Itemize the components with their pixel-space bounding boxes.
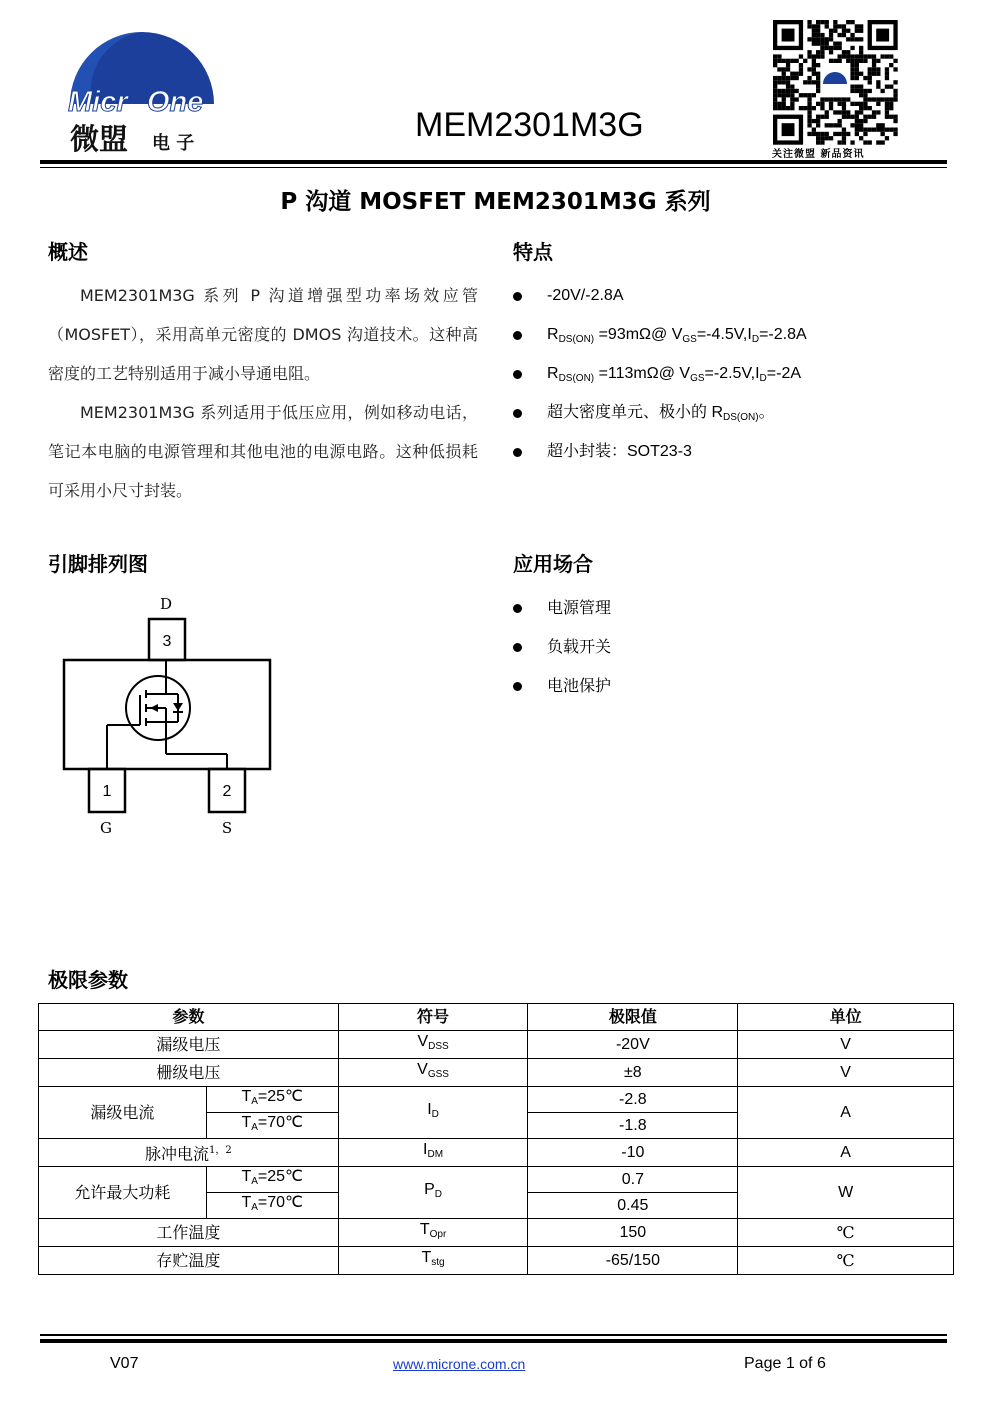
pin-diagram — [40, 590, 300, 840]
footer-rule-thick — [40, 1339, 947, 1343]
footer-rule — [40, 1334, 947, 1336]
bullet-icon — [513, 370, 522, 379]
svg-text:微盟: 微盟 — [70, 122, 129, 156]
pin-2-number: 2 — [222, 783, 232, 800]
feature-item: $R_{DS(ON)}$ =113mΩ@ $V_{GS}=-2.5V,I_D=-2A$ — [513, 354, 807, 393]
table-header-row — [39, 1004, 954, 1031]
table-row: 栅级电压 $V_{GSS}$ ±8 V — [39, 1059, 954, 1087]
application-item: 电源管理 — [513, 588, 611, 627]
table-row: $T_A=70℃$ -1.8 — [39, 1113, 954, 1139]
bullet-icon — [513, 331, 522, 340]
table-row: 工作温度 $T_{Opr}$ 150 ℃ — [39, 1219, 954, 1247]
table-row: 存贮温度 $T_{stg}$ -65/150 ℃ — [39, 1247, 954, 1275]
pin-s-label: S — [221, 819, 233, 837]
features-list — [513, 276, 807, 471]
feature-item: 超大密度单元、极小的 $R_{DS(ON)}$。 — [513, 393, 807, 432]
feature-item: $R_{DS(ON)}$ =93mΩ@ $V_{GS}=-4.5V,I_D=-2.8A$ — [513, 315, 807, 354]
table-row: $T_A=70℃$ 0.45 — [39, 1193, 954, 1219]
svg-text:电 子: 电 子 — [152, 133, 195, 154]
svg-text:Micr: Micr — [68, 86, 128, 118]
bullet-icon — [513, 604, 522, 613]
header-param: 参数 — [39, 1004, 339, 1031]
header-unit: 单位 — [738, 1004, 954, 1031]
pinout-heading: 引脚排列图 — [48, 552, 148, 576]
header-value: 极限值 — [528, 1004, 738, 1031]
header-rule — [40, 160, 947, 164]
features-heading: 特点 — [513, 240, 553, 264]
bullet-icon — [513, 682, 522, 691]
table-row: 漏级电流 $T_A=25℃$ $I_D$ -2.8 A — [39, 1087, 954, 1113]
applications-heading: 应用场合 — [513, 552, 593, 576]
pin-3-number: 3 — [162, 633, 172, 650]
limits-table — [38, 1003, 954, 1275]
bullet-icon — [513, 643, 522, 652]
feature-item: -20V/-2.8A — [513, 276, 807, 315]
footer-version: V07 — [110, 1355, 139, 1372]
footer-page-number: Page 1 of 6 — [744, 1355, 826, 1372]
company-logo — [62, 22, 222, 162]
table-row: 漏级电压 $V_{DSS}$ -20V V — [39, 1031, 954, 1059]
pin-g-label: G — [100, 819, 112, 837]
overview-paragraph-2: MEM2301M3G 系列适用于低压应用，例如移动电话，笔记本电脑的电源管理和其他电池的电源电路。这种低损耗可采用小尺寸封装。 — [48, 403, 478, 500]
svg-text:One: One — [147, 86, 204, 118]
header-rule-thin — [40, 167, 947, 168]
pin-1-number: 1 — [102, 783, 112, 800]
feature-item: 超小封装：SOT23-3 — [513, 432, 807, 471]
bullet-icon — [513, 292, 522, 301]
pin-d-label: D — [159, 595, 173, 613]
header-symbol: 符号 — [338, 1004, 528, 1031]
applications-list — [513, 588, 611, 705]
bullet-icon — [513, 448, 522, 457]
footer-website-link[interactable]: www.microne.com.cn — [393, 1356, 526, 1372]
table-row: 脉冲电流$^{1,2}$ $I_{DM}$ -10 A — [39, 1139, 954, 1167]
qr-code — [773, 20, 903, 145]
application-item: 电池保护 — [513, 666, 611, 705]
main-title: P 沟道 MOSFET MEM2301M3G 系列 — [280, 189, 711, 215]
limits-heading: 极限参数 — [48, 968, 128, 992]
document-title: MEM2301M3G — [415, 106, 644, 144]
qr-caption: 关注微盟 新品资讯 — [772, 149, 865, 160]
table-row: 允许最大功耗 $T_A=25℃$ $P_D$ 0.7 W — [39, 1167, 954, 1193]
overview-paragraph-1: MEM2301M3G 系列 P 沟道增强型功率场效应管（MOSFET），采用高单元密度的 DMOS 沟道技术。这种高密度的工艺特别适用于减小导通电阻。 — [48, 286, 478, 383]
bullet-icon — [513, 409, 522, 418]
application-item: 负载开关 — [513, 627, 611, 666]
overview-heading: 概述 — [48, 240, 88, 264]
